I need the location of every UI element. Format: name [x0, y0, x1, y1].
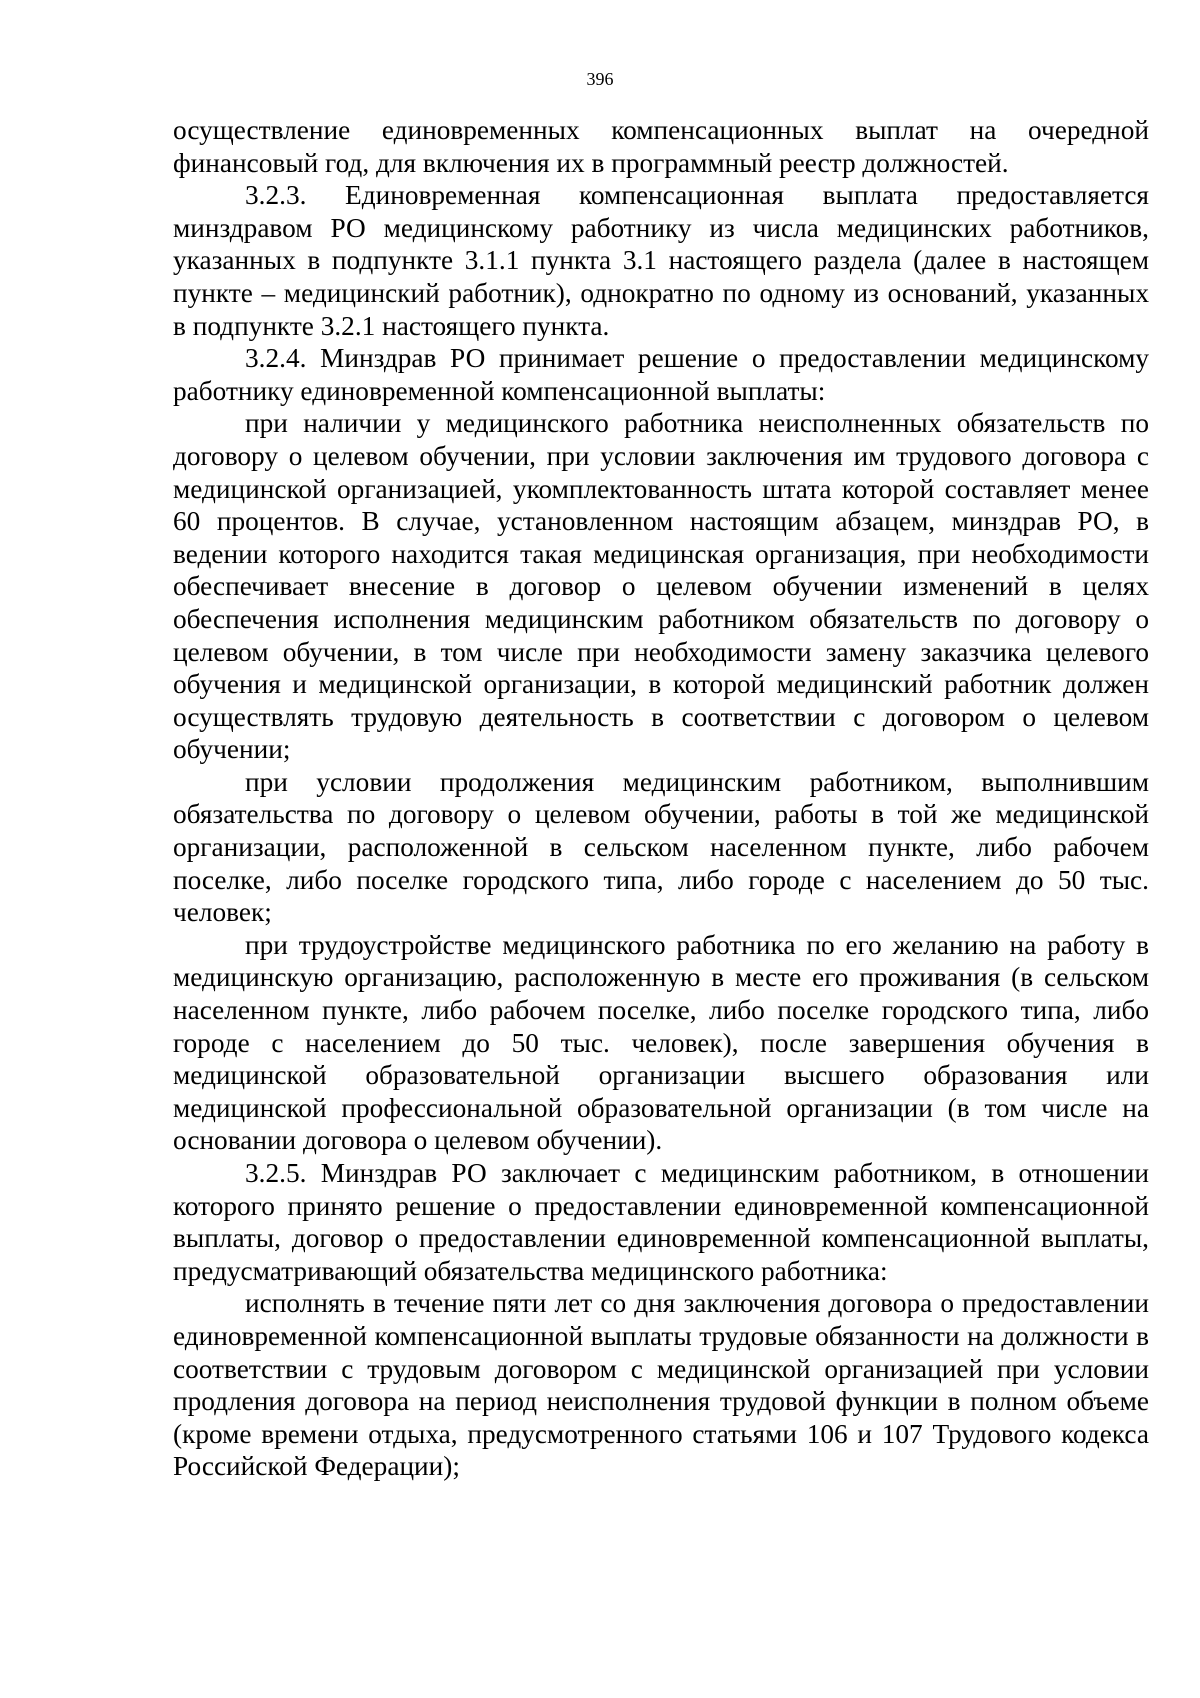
paragraph-continuation: осуществление единовременных компенсационных выплат на очередной финансовый год, для включения их в программный реестр должностей. [173, 115, 1149, 178]
document-body [173, 114, 1149, 1483]
paragraph-3-2-4: 3.2.4. Минздрав РО принимает решение о предоставлении медицинскому работнику единовременной компенсационной выплаты: [173, 343, 1149, 406]
paragraph-3-2-3: 3.2.3. Единовременная компенсационная выплата предоставляется минздравом РО медицинскому работнику из числа медицинских работников, указанных в подпункте 3.1.1 пункта 3.1 настоящего раздела (далее в настоящем пункте – медицинский работник), однократно по одному из оснований, указанных в подпункте 3.2.1 настоящего пункта. [173, 180, 1149, 341]
paragraph-3-2-5: 3.2.5. Минздрав РО заключает с медицинским работником, в отношении которого принято решение о предоставлении единовременной компенсационной выплаты, договор о предоставлении единовременной компенсационной выплаты, предусматривающий обязательства медицинского работника: [173, 1158, 1149, 1286]
paragraph-condition-employment-residence: при трудоустройстве медицинского работника по его желанию на работу в медицинскую организацию, расположенную в месте его проживания (в сельском населенном пункте, либо рабочем поселке, либо поселке городского типа, либо городе с населением до 50 тыс. человек), после завершения обучения в медицинской образовательной организации высшего образования или медицинской профессиональной образовательной организации (в том числе на основании договора о целевом обучении). [173, 929, 1149, 1156]
paragraph-obligation-five-years: исполнять в течение пяти лет со дня заключения договора о предоставлении единовременной компенсационной выплаты трудовые обязанности на должности в соответствии с трудовым договором с медицинской организацией при условии продления договора на период неисполнения трудовой функции в полном объеме (кроме времени отдыха, предусмотренного статьями 106 и 107 Трудового кодекса Российской Федерации); [173, 1288, 1149, 1482]
paragraph-condition-continued-work: при условии продолжения медицинским работником, выполнившим обязательства по договору о целевом обучении, работы в той же медицинской организации, расположенной в сельском населенном пункте, либо рабочем поселке, либо поселке городского типа, либо городе с населением до 50 тыс. человек; [173, 766, 1149, 928]
paragraph-condition-unfulfilled-obligations: при наличии у медицинского работника неисполненных обязательств по договору о целевом обучении, при условии заключения им трудового договора с медицинской организацией, укомплектованность штата которой составляет менее 60 процентов. В случае, установленном настоящим абзацем, минздрав РО, в ведении которого находится такая медицинская организация, при необходимости обеспечивает внесение в договор о целевом обучении изменений в целях обеспечения исполнения медицинским работником обязательств по договору о целевом обучении, в том числе при необходимости замену заказчика целевого обучения и медицинской организации, в которой медицинский работник должен осуществлять трудовую деятельность в соответствии с договором о целевом обучении; [173, 408, 1149, 765]
page-number: 396 [586, 69, 614, 89]
